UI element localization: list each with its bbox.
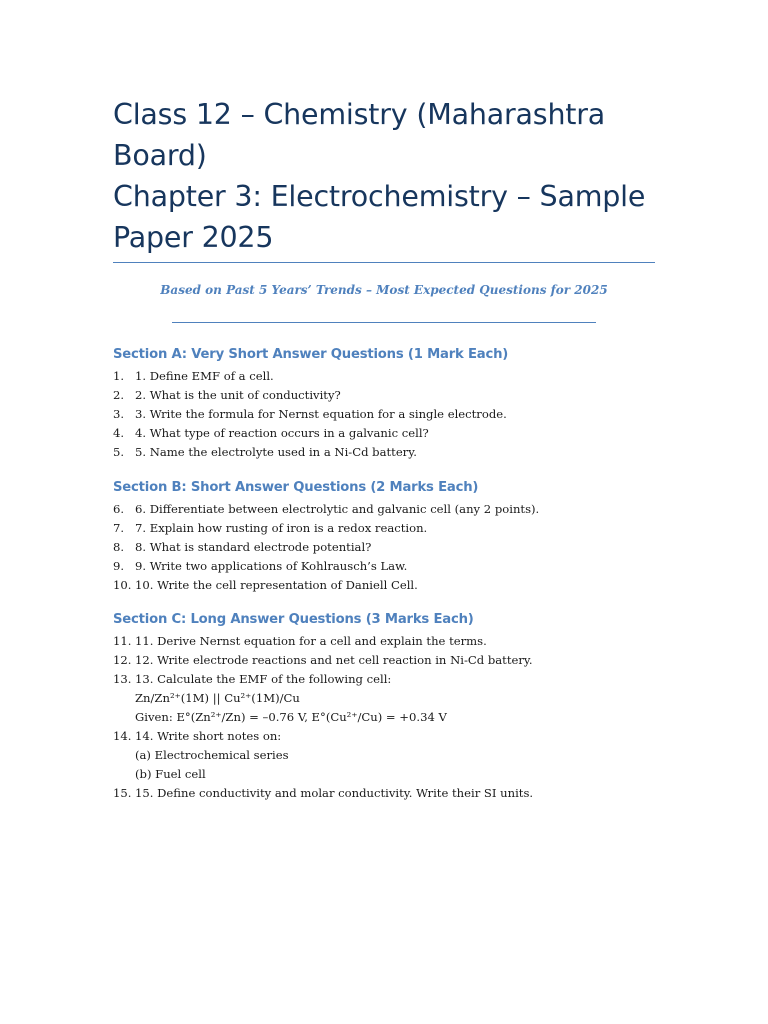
page-title: [113, 94, 673, 258]
section-c: [113, 608, 673, 803]
subtitle: Based on Past 5 Years’ Trends – Most Expected Questions for 2025: [160, 283, 608, 297]
question-item: [113, 727, 673, 746]
question-item: [113, 424, 673, 443]
question-number: 14.: [113, 729, 132, 743]
question-text: 4. What type of reaction occurs in a galvanic cell?: [135, 426, 429, 440]
question-continuation: Zn/Zn²⁺(1M) || Cu²⁺(1M)/Cu: [135, 691, 300, 705]
title-divider: [113, 262, 655, 263]
question-item: [113, 367, 673, 386]
question-text: 11. Derive Nernst equation for a cell and explain the terms.: [135, 634, 487, 648]
question-item: [113, 538, 673, 557]
question-continuation: (a) Electrochemical series: [135, 748, 289, 762]
question-number: 15.: [113, 786, 132, 800]
question-text: 6. Differentiate between electrolytic and galvanic cell (any 2 points).: [135, 502, 540, 516]
question-number: 1.: [113, 369, 125, 383]
question-item: [113, 405, 673, 424]
question-item: [113, 386, 673, 405]
question-item: [113, 519, 673, 538]
question-text: 5. Name the electrolyte used in a Ni-Cd battery.: [135, 445, 417, 459]
question-item: [113, 576, 673, 595]
section-a: [113, 343, 673, 462]
question-number: 11.: [113, 634, 132, 648]
question-text: 12. Write electrode reactions and net cell reaction in Ni-Cd battery.: [135, 653, 533, 667]
section-heading: Section B: Short Answer Questions (2 Marks Each): [113, 480, 479, 495]
question-text: 2. What is the unit of conductivity?: [135, 388, 341, 402]
question-continuation: (b) Fuel cell: [135, 767, 206, 781]
question-item: [113, 500, 673, 519]
subtitle-divider: [172, 322, 596, 323]
section-heading: Section C: Long Answer Questions (3 Marks Each): [113, 612, 474, 627]
question-number: 4.: [113, 426, 125, 440]
title-line-2: Board): [113, 139, 207, 172]
question-text: 15. Define conductivity and molar conductivity. Write their SI units.: [135, 786, 534, 800]
question-item: [113, 443, 673, 462]
question-item: [113, 670, 673, 689]
question-number: 2.: [113, 388, 125, 402]
question-text: 14. Write short notes on:: [135, 729, 282, 743]
question-text: 10. Write the cell representation of Daniell Cell.: [135, 578, 418, 592]
question-number: 3.: [113, 407, 125, 421]
question-text: 9. Write two applications of Kohlrausch’s Law.: [135, 559, 408, 573]
title-line-1: Class 12 – Chemistry (Maharashtra: [113, 98, 606, 131]
question-number: 10.: [113, 578, 132, 592]
question-item: [113, 784, 673, 803]
title-line-3: Chapter 3: Electrochemistry – Sample: [113, 180, 646, 213]
question-number: 7.: [113, 521, 125, 535]
title-line-4: Paper 2025: [113, 221, 274, 254]
question-continuation: Given: E°(Zn²⁺/Zn) = –0.76 V, E°(Cu²⁺/Cu) = +0.34 V: [135, 710, 447, 724]
question-number: 13.: [113, 672, 132, 686]
question-text: 13. Calculate the EMF of the following cell:: [135, 672, 392, 686]
question-number: 12.: [113, 653, 132, 667]
question-text: 8. What is standard electrode potential?: [135, 540, 372, 554]
section-b: [113, 476, 673, 595]
question-item: [113, 557, 673, 576]
question-item: [113, 632, 673, 651]
question-text: 7. Explain how rusting of iron is a redox reaction.: [135, 521, 428, 535]
question-number: 8.: [113, 540, 125, 554]
question-item: [113, 651, 673, 670]
question-number: 5.: [113, 445, 125, 459]
question-number: 6.: [113, 502, 125, 516]
question-text: 3. Write the formula for Nernst equation for a single electrode.: [135, 407, 507, 421]
question-number: 9.: [113, 559, 125, 573]
section-heading: Section A: Very Short Answer Questions (1 Mark Each): [113, 347, 509, 362]
question-text: 1. Define EMF of a cell.: [135, 369, 274, 383]
